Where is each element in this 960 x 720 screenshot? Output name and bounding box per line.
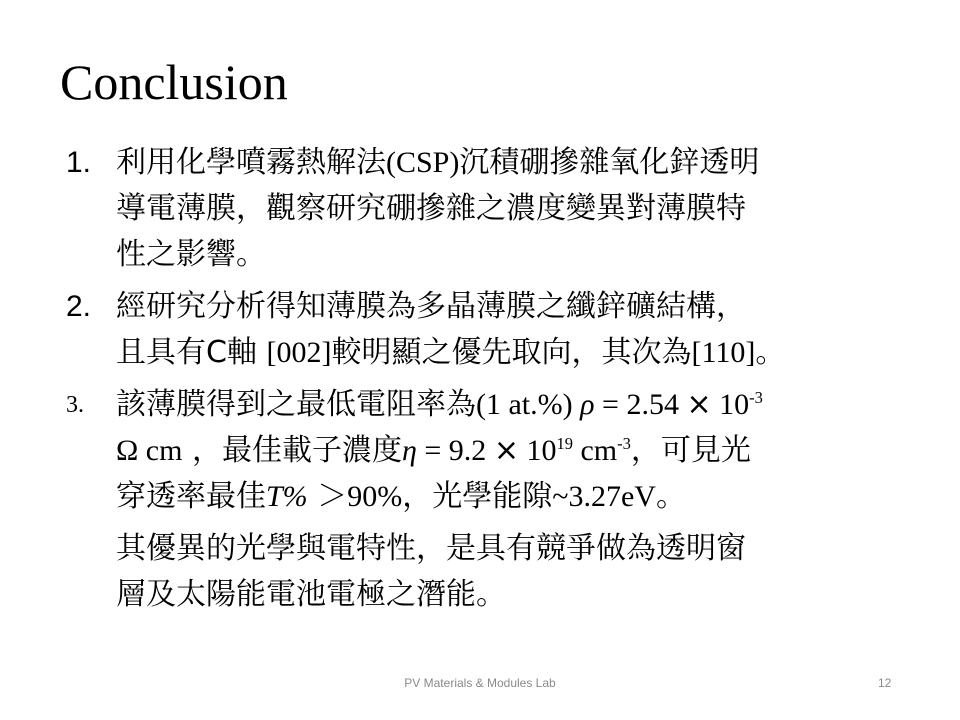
conclusion-item-3	[66, 382, 926, 520]
slide-title: Conclusion	[60, 54, 288, 110]
item-line	[116, 474, 926, 520]
conclusion-item-2	[66, 284, 926, 376]
text-segment: = 2.54	[594, 388, 687, 421]
text-segment: ，光學能隙	[402, 479, 553, 514]
text-segment: Ω cm	[116, 434, 183, 467]
item-line: 導電薄膜，觀察研究硼摻雜之濃度變異對薄膜特	[116, 191, 746, 226]
exponent: -3	[617, 434, 631, 453]
text-segment: 90%	[347, 480, 403, 513]
item-line	[116, 140, 926, 186]
item-line: 性之影響。	[116, 237, 266, 272]
text-segment: (CSP)	[386, 146, 460, 179]
text-segment: [002]	[266, 336, 332, 369]
text-segment: ＞	[307, 479, 348, 514]
item-line	[116, 428, 926, 474]
rho-symbol: ρ	[580, 388, 595, 421]
text-segment: [110]	[691, 336, 756, 369]
text-segment: 。	[755, 335, 786, 370]
times-symbol: ×	[493, 433, 519, 468]
times-symbol: ×	[686, 387, 712, 422]
closing-paragraph	[66, 526, 926, 618]
text-segment: 該薄膜得到之最低電阻率為	[116, 387, 476, 422]
conclusion-item-1	[66, 140, 926, 278]
item-line	[116, 330, 926, 376]
text-segment: 利用化學噴霧熱解法	[116, 145, 386, 180]
slide-footer	[0, 676, 960, 696]
item-line: 經研究分析得知薄膜為多晶薄膜之纖鋅礦結構，	[116, 289, 746, 324]
item-line	[116, 382, 926, 428]
text-segment: cm	[572, 434, 618, 467]
exponent: 19	[556, 434, 573, 453]
text-segment: 較明顯之優先取向，其次為	[331, 335, 692, 370]
page-number: 12	[878, 676, 892, 690]
exponent: -3	[749, 388, 763, 407]
text-segment: ~3.27eV	[552, 480, 656, 513]
text-segment: ，可見光	[630, 433, 751, 468]
text-segment: 穿透率最佳	[116, 479, 266, 514]
closing-line: 其優異的光學與電特性，是具有競爭做為透明窗	[116, 531, 746, 566]
text-segment: = 9.2	[416, 434, 494, 467]
footer-text: PV Materials & Modules Lab	[404, 676, 556, 690]
text-segment: 。	[655, 479, 686, 514]
text-segment: 且具有C軸	[116, 335, 267, 370]
eta-symbol: η	[402, 434, 417, 467]
item-number: 3.	[66, 392, 84, 418]
text-segment: (1 at.%)	[476, 388, 581, 421]
t-percent-symbol: T%	[266, 480, 308, 513]
closing-line: 層及太陽能電池電極之潛能。	[116, 577, 506, 612]
item-number: 1.	[66, 146, 92, 179]
text-segment: ，最佳載子濃度	[182, 433, 402, 468]
text-segment: 10	[711, 388, 750, 421]
text-segment: 10	[518, 434, 557, 467]
slide-body	[66, 140, 926, 618]
text-segment: 沉積硼摻雜氧化鋅透明	[459, 145, 760, 180]
item-number: 2.	[66, 290, 92, 323]
